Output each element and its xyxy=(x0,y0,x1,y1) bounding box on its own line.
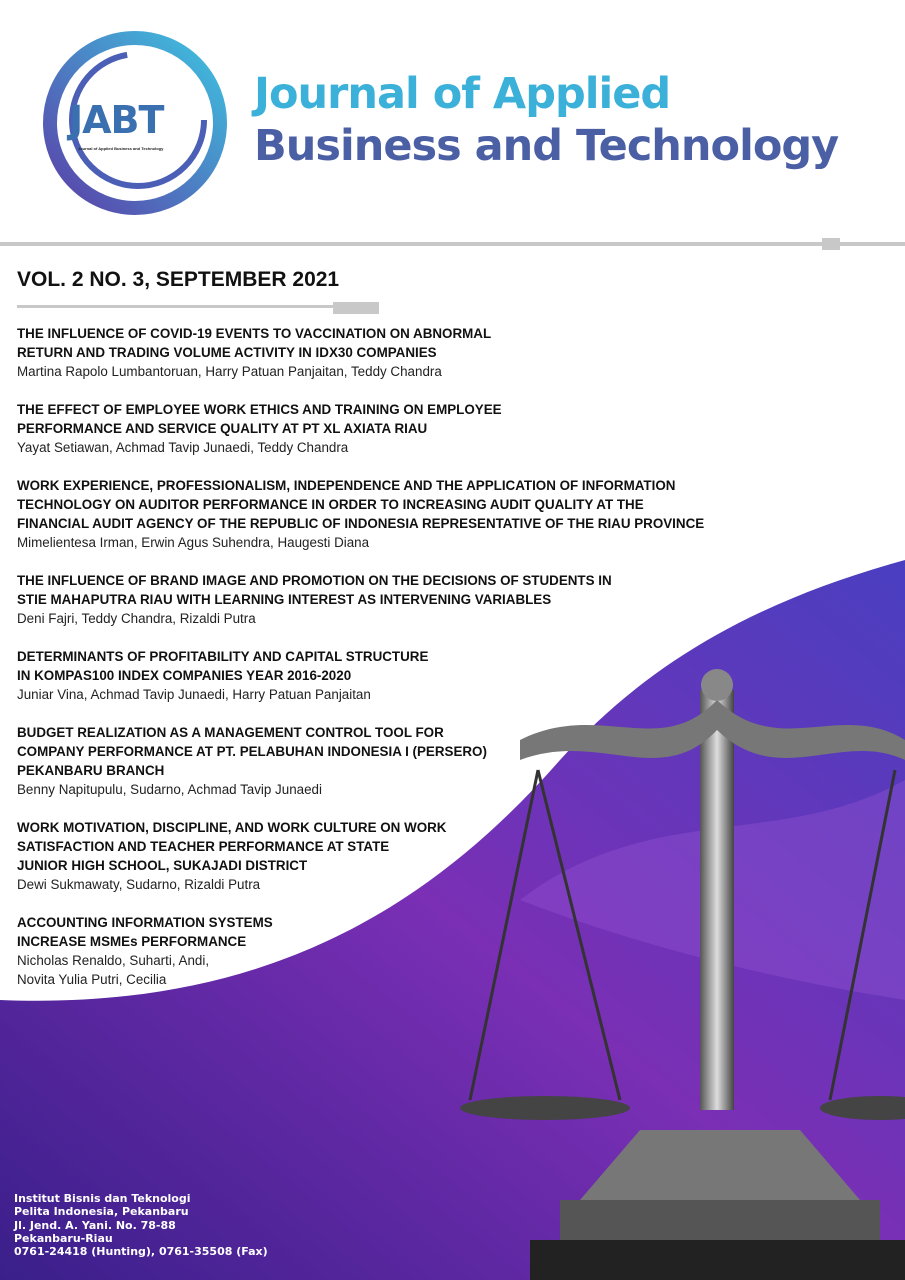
issue-divider xyxy=(17,305,337,308)
article-entry xyxy=(17,476,737,552)
article-title: WORK EXPERIENCE, PROFESSIONALISM, INDEPENDENCE AND THE APPLICATION OF INFORMATION TECHNOLOGY ON AUDITOR PERFORMANCE IN ORDER TO INCREASING AUDIT QUALITY AT THE FINANCIAL AUDIT AGENCY OF THE REPUBLIC OF INDONESIA REPRESENTATIVE OF THE RIAU PROVINCE xyxy=(17,478,705,531)
article-entry xyxy=(17,913,737,989)
article-authors: Deni Fajri, Teddy Chandra, Rizaldi Putra xyxy=(17,611,256,626)
logo-abbr: JABT xyxy=(69,98,164,142)
article-authors: Dewi Sukmawaty, Sudarno, Rizaldi Putra xyxy=(17,877,261,892)
article-authors: Mimelientesa Irman, Erwin Agus Suhendra, Haugesti Diana xyxy=(17,535,370,550)
issue-label: VOL. 2 NO. 3, SEPTEMBER 2021 xyxy=(17,268,340,291)
table-of-contents xyxy=(17,324,737,1008)
article-authors: Benny Napitupulu, Sudarno, Achmad Tavip Junaedi xyxy=(17,782,322,797)
article-title: THE EFFECT OF EMPLOYEE WORK ETHICS AND TRAINING ON EMPLOYEE PERFORMANCE AND SERVICE QUALITY AT PT XL AXIATA RIAU xyxy=(17,402,502,436)
article-entry xyxy=(17,571,737,628)
issue-divider-tab xyxy=(333,302,379,314)
article-authors: Martina Rapolo Lumbantoruan, Harry Patuan Panjaitan, Teddy Chandra xyxy=(17,364,442,379)
header-divider-tab xyxy=(822,238,840,250)
header-divider xyxy=(0,242,905,246)
article-authors: Nicholas Renaldo, Suharti, Andi, Novita Yulia Putri, Cecilia xyxy=(17,953,210,987)
article-authors: Yayat Setiawan, Achmad Tavip Junaedi, Teddy Chandra xyxy=(17,440,349,455)
publisher-address: Institut Bisnis dan Teknologi Pelita Indonesia, Pekanbaru Jl. Jend. A. Yani. No. 78-88 Pekanbaru-Riau 0761-24418 (Hunting), 0761-35508 (Fax) xyxy=(14,1192,268,1259)
article-entry xyxy=(17,647,737,704)
article-title: BUDGET REALIZATION AS A MANAGEMENT CONTROL TOOL FOR COMPANY PERFORMANCE AT PT. PELABUHAN INDONESIA I (PERSERO) PEKANBARU BRANCH xyxy=(17,725,487,778)
article-entry xyxy=(17,324,737,381)
article-authors: Juniar Vina, Achmad Tavip Junaedi, Harry Patuan Panjaitan xyxy=(17,687,371,702)
article-entry xyxy=(17,818,737,894)
article-title: DETERMINANTS OF PROFITABILITY AND CAPITAL STRUCTURE IN KOMPAS100 INDEX COMPANIES YEAR 2016-2020 xyxy=(17,649,429,683)
article-title: WORK MOTIVATION, DISCIPLINE, AND WORK CULTURE ON WORK SATISFACTION AND TEACHER PERFORMANCE AT STATE JUNIOR HIGH SCHOOL, SUKAJADI DISTRICT xyxy=(17,820,447,873)
journal-title-line2: Business and Technology xyxy=(254,121,839,171)
article-entry xyxy=(17,723,737,799)
article-title: THE INFLUENCE OF COVID-19 EVENTS TO VACCINATION ON ABNORMAL RETURN AND TRADING VOLUME ACTIVITY IN IDX30 COMPANIES xyxy=(17,326,492,360)
logo-subtitle: Journal of Applied Business and Technology xyxy=(78,146,164,151)
article-title: THE INFLUENCE OF BRAND IMAGE AND PROMOTION ON THE DECISIONS OF STUDENTS IN STIE MAHAPUTRA RIAU WITH LEARNING INTEREST AS INTERVENING VARIABLES xyxy=(17,573,612,607)
article-entry xyxy=(17,400,737,457)
article-title: ACCOUNTING INFORMATION SYSTEMS INCREASE MSMEs PERFORMANCE xyxy=(17,915,273,949)
journal-title-line1: Journal of Applied xyxy=(254,69,671,119)
journal-title xyxy=(254,68,838,172)
